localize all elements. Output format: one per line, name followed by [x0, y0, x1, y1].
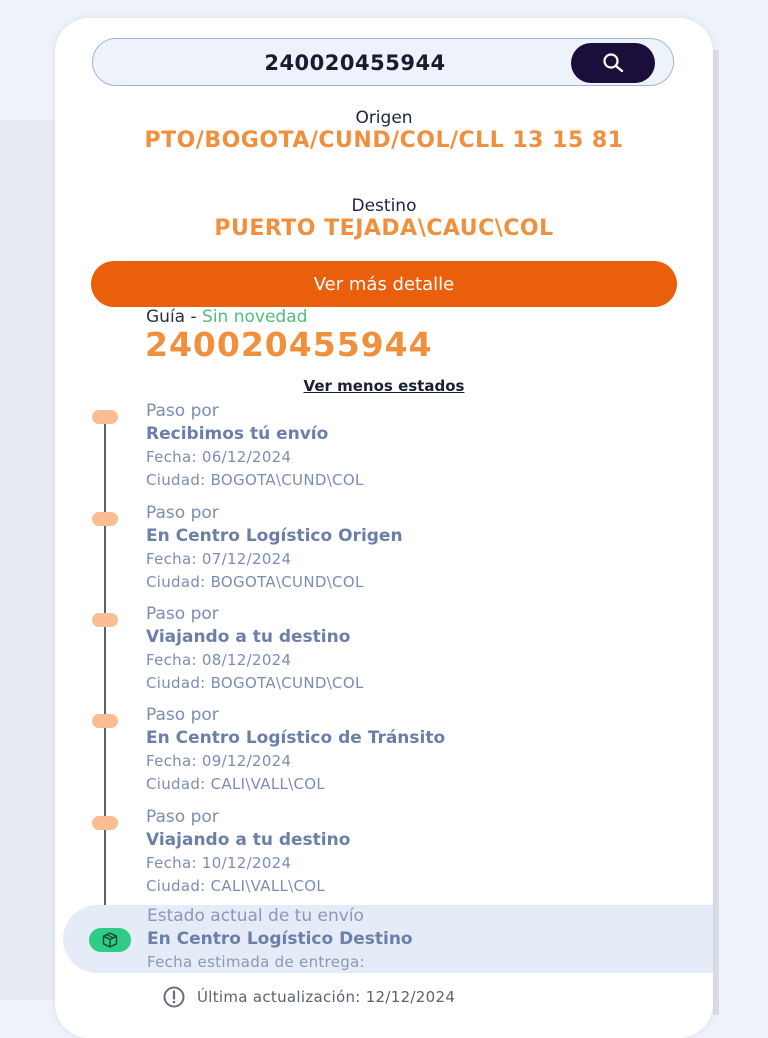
step-dot [92, 512, 118, 526]
step-title: En Centro Logístico de Tránsito [146, 728, 446, 748]
origin-label: Origen [355, 108, 413, 128]
step-city: Ciudad: BOGOTA\CUND\COL [146, 674, 364, 692]
search-bar [92, 38, 674, 86]
background-strip [0, 120, 55, 1000]
step-city: Ciudad: BOGOTA\CUND\COL [146, 573, 364, 591]
step-title: Viajando a tu destino [146, 627, 351, 647]
step-prefix: Paso por [146, 705, 219, 725]
timeline-step [55, 604, 713, 707]
step-date: Fecha: 06/12/2024 [146, 448, 292, 466]
estimated-delivery: Fecha estimada de entrega: [147, 953, 365, 971]
search-icon [601, 51, 625, 75]
step-dot [92, 613, 118, 627]
warning-circle-icon [163, 986, 185, 1008]
search-input[interactable] [133, 45, 577, 81]
step-date: Fecha: 10/12/2024 [146, 854, 292, 872]
step-city: Ciudad: CALI\VALL\COL [146, 877, 326, 895]
step-city: Ciudad: BOGOTA\CUND\COL [146, 471, 364, 489]
origin-value: PTO/BOGOTA/CUND/COL/CLL 13 15 81 [144, 128, 624, 153]
view-more-detail-button[interactable]: Ver más detalle [91, 261, 677, 307]
destination-value: PUERTO TEJADA\CAUC\COL [214, 216, 554, 241]
guide-label [146, 307, 307, 327]
step-prefix: Paso por [146, 503, 219, 523]
step-title: Recibimos tú envío [146, 424, 329, 444]
step-dot [92, 410, 118, 424]
step-dot [92, 714, 118, 728]
current-status [63, 905, 713, 973]
step-date: Fecha: 09/12/2024 [146, 752, 292, 770]
step-date: Fecha: 08/12/2024 [146, 651, 292, 669]
timeline-step [55, 503, 713, 606]
destination-label: Destino [351, 196, 417, 216]
step-prefix: Paso por [146, 604, 219, 624]
search-button[interactable] [571, 43, 655, 83]
step-prefix: Paso por [146, 401, 219, 421]
timeline-step [55, 807, 713, 910]
last-update-text: Última actualización: 12/12/2024 [197, 988, 456, 1006]
guide-status: Sin novedad [202, 307, 308, 327]
package-icon [89, 928, 131, 952]
step-city: Ciudad: CALI\VALL\COL [146, 775, 326, 793]
current-title: En Centro Logístico Destino [147, 929, 413, 949]
current-prefix: Estado actual de tu envío [147, 906, 364, 926]
timeline-step [55, 705, 713, 808]
step-title: Viajando a tu destino [146, 830, 351, 850]
guide-label-text: Guía - [146, 307, 203, 327]
last-update [163, 986, 455, 1008]
view-less-states-link[interactable]: Ver menos estados [303, 377, 465, 395]
guide-number: 240020455944 [145, 325, 433, 364]
step-title: En Centro Logístico Origen [146, 526, 403, 546]
step-prefix: Paso por [146, 807, 219, 827]
tracking-card [55, 18, 713, 1038]
step-date: Fecha: 07/12/2024 [146, 550, 292, 568]
step-dot [92, 816, 118, 830]
card-edge [713, 50, 719, 1015]
timeline-step [55, 401, 713, 504]
